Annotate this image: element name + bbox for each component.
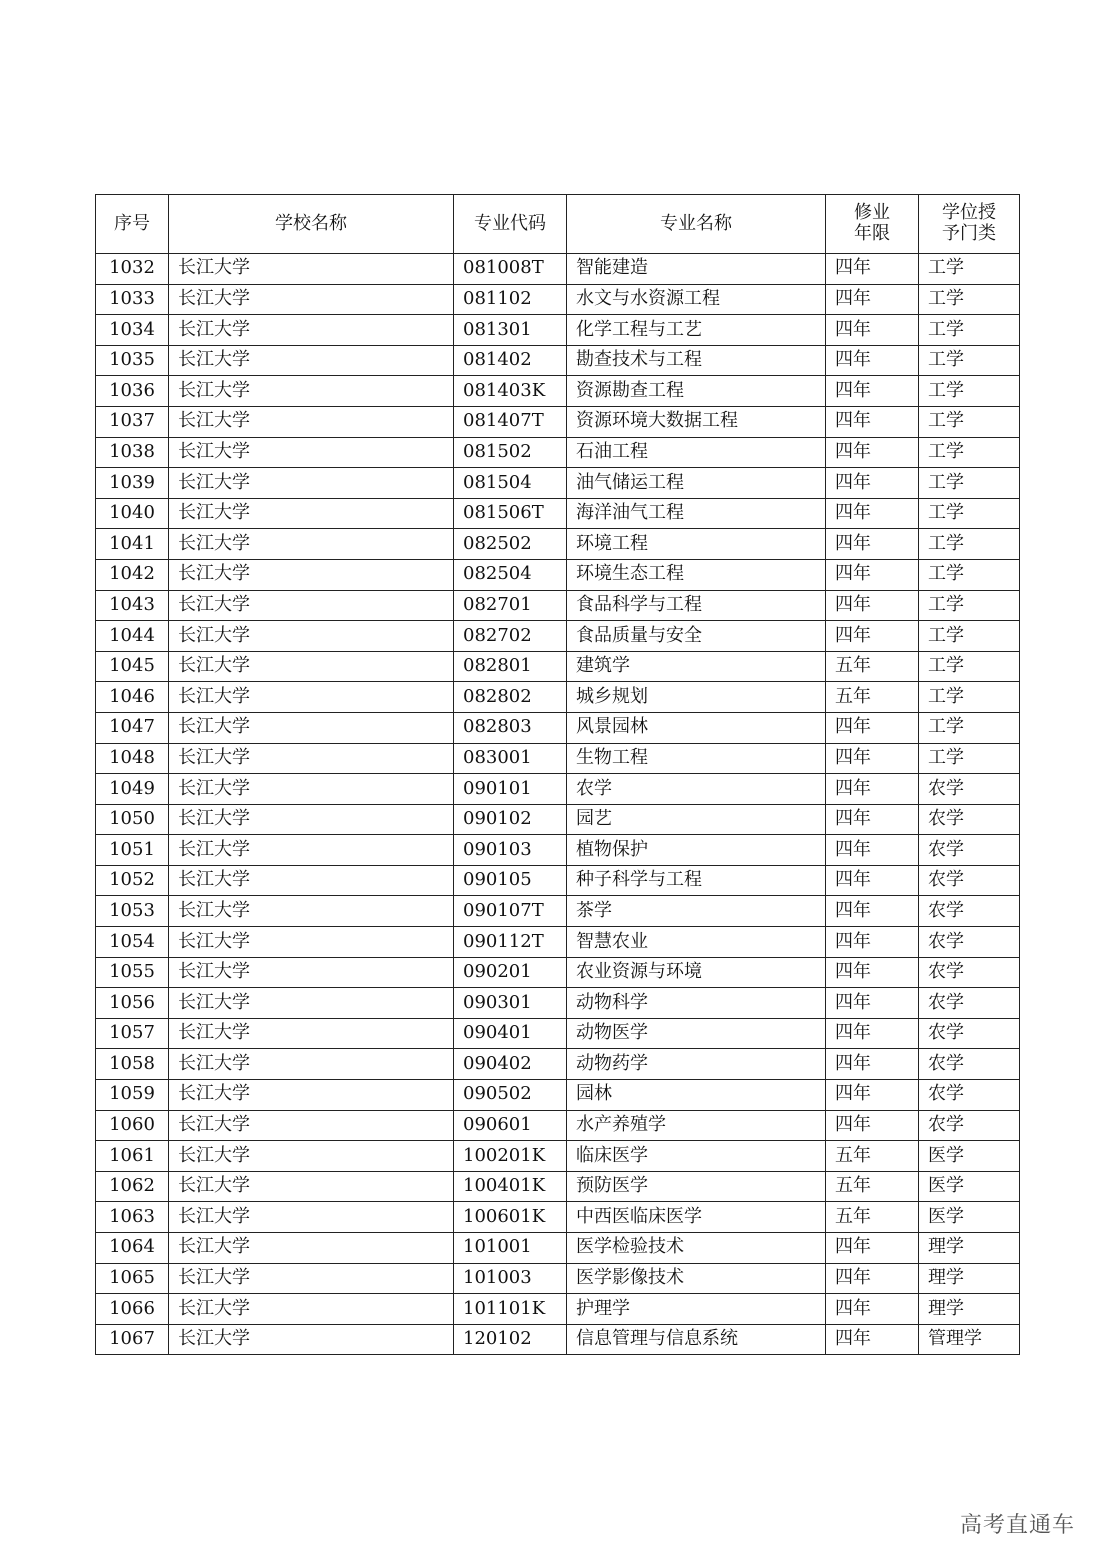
cell-no: 1057: [96, 1018, 169, 1049]
cell-code: 090103: [454, 835, 567, 866]
cell-degree: 农学: [919, 1080, 1020, 1111]
cell-no: 1052: [96, 865, 169, 896]
cell-code: 090601: [454, 1110, 567, 1141]
cell-duration: 五年: [826, 682, 919, 713]
table-row: [96, 468, 1020, 499]
cell-major: 医学影像技术: [567, 1263, 826, 1294]
table-row: [96, 1141, 1020, 1172]
cell-code: 082801: [454, 651, 567, 682]
table-row: [96, 1233, 1020, 1264]
table-row: [96, 406, 1020, 437]
cell-duration: 四年: [826, 437, 919, 468]
cell-code: 081504: [454, 468, 567, 499]
cell-no: 1049: [96, 774, 169, 805]
cell-duration: 四年: [826, 1324, 919, 1355]
cell-code: 082802: [454, 682, 567, 713]
cell-no: 1064: [96, 1233, 169, 1264]
cell-major: 医学检验技术: [567, 1233, 826, 1264]
cell-major: 园林: [567, 1080, 826, 1111]
table-row: [96, 559, 1020, 590]
cell-code: 090101: [454, 774, 567, 805]
cell-no: 1034: [96, 315, 169, 346]
cell-duration: 四年: [826, 621, 919, 652]
cell-no: 1036: [96, 376, 169, 407]
cell-major: 水文与水资源工程: [567, 284, 826, 315]
cell-degree: 农学: [919, 1049, 1020, 1080]
cell-school: 长江大学: [169, 345, 454, 376]
cell-degree: 工学: [919, 529, 1020, 560]
cell-degree: 农学: [919, 835, 1020, 866]
table-row: [96, 590, 1020, 621]
table-row: [96, 865, 1020, 896]
cell-degree: 农学: [919, 927, 1020, 958]
cell-no: 1065: [96, 1263, 169, 1294]
cell-no: 1032: [96, 254, 169, 285]
table-row: [96, 437, 1020, 468]
cell-no: 1061: [96, 1141, 169, 1172]
watermark-text: 高考直通车: [959, 1513, 1075, 1538]
cell-no: 1054: [96, 927, 169, 958]
table-row: [96, 712, 1020, 743]
cell-major: 植物保护: [567, 835, 826, 866]
table-row: [96, 345, 1020, 376]
cell-school: 长江大学: [169, 1018, 454, 1049]
cell-school: 长江大学: [169, 1294, 454, 1325]
header-degree-line2: 予门类: [942, 223, 996, 244]
table-row: [96, 774, 1020, 805]
cell-major: 茶学: [567, 896, 826, 927]
cell-no: 1063: [96, 1202, 169, 1233]
cell-major: 化学工程与工艺: [567, 315, 826, 346]
header-code: 专业代码: [454, 195, 567, 254]
cell-degree: 工学: [919, 621, 1020, 652]
cell-major: 环境工程: [567, 529, 826, 560]
cell-major: 石油工程: [567, 437, 826, 468]
table-row: [96, 1018, 1020, 1049]
cell-no: 1053: [96, 896, 169, 927]
cell-school: 长江大学: [169, 254, 454, 285]
cell-duration: 四年: [826, 712, 919, 743]
cell-major: 信息管理与信息系统: [567, 1324, 826, 1355]
cell-code: 090401: [454, 1018, 567, 1049]
header-major: 专业名称: [567, 195, 826, 254]
cell-major: 临床医学: [567, 1141, 826, 1172]
table-row: [96, 1294, 1020, 1325]
cell-school: 长江大学: [169, 559, 454, 590]
cell-school: 长江大学: [169, 315, 454, 346]
cell-degree: 工学: [919, 651, 1020, 682]
cell-major: 动物医学: [567, 1018, 826, 1049]
cell-school: 长江大学: [169, 498, 454, 529]
cell-school: 长江大学: [169, 1233, 454, 1264]
cell-degree: 医学: [919, 1171, 1020, 1202]
cell-degree: 农学: [919, 865, 1020, 896]
table-row: [96, 1263, 1020, 1294]
cell-duration: 四年: [826, 529, 919, 560]
cell-major: 环境生态工程: [567, 559, 826, 590]
cell-degree: 理学: [919, 1294, 1020, 1325]
cell-degree: 理学: [919, 1233, 1020, 1264]
cell-school: 长江大学: [169, 621, 454, 652]
cell-no: 1044: [96, 621, 169, 652]
cell-degree: 工学: [919, 743, 1020, 774]
cell-no: 1045: [96, 651, 169, 682]
cell-major: 动物科学: [567, 988, 826, 1019]
cell-code: 081402: [454, 345, 567, 376]
cell-duration: 四年: [826, 345, 919, 376]
cell-duration: 四年: [826, 957, 919, 988]
majors-table: [95, 194, 1020, 1355]
cell-degree: 理学: [919, 1263, 1020, 1294]
cell-degree: 工学: [919, 284, 1020, 315]
table-row: [96, 315, 1020, 346]
table-row: [96, 957, 1020, 988]
header-duration: [826, 195, 919, 254]
cell-duration: 四年: [826, 559, 919, 590]
cell-major: 资源勘查工程: [567, 376, 826, 407]
cell-degree: 工学: [919, 590, 1020, 621]
header-degree: [919, 195, 1020, 254]
cell-school: 长江大学: [169, 743, 454, 774]
cell-school: 长江大学: [169, 1080, 454, 1111]
cell-no: 1047: [96, 712, 169, 743]
cell-school: 长江大学: [169, 1171, 454, 1202]
cell-school: 长江大学: [169, 376, 454, 407]
cell-no: 1038: [96, 437, 169, 468]
cell-code: 082701: [454, 590, 567, 621]
cell-school: 长江大学: [169, 284, 454, 315]
cell-major: 风景园林: [567, 712, 826, 743]
cell-major: 食品质量与安全: [567, 621, 826, 652]
cell-degree: 工学: [919, 376, 1020, 407]
cell-duration: 四年: [826, 1080, 919, 1111]
cell-no: 1046: [96, 682, 169, 713]
cell-no: 1042: [96, 559, 169, 590]
table-body: [96, 254, 1020, 1355]
cell-code: 101101K: [454, 1294, 567, 1325]
cell-major: 预防医学: [567, 1171, 826, 1202]
cell-no: 1039: [96, 468, 169, 499]
cell-major: 种子科学与工程: [567, 865, 826, 896]
cell-degree: 农学: [919, 896, 1020, 927]
cell-no: 1035: [96, 345, 169, 376]
cell-code: 120102: [454, 1324, 567, 1355]
table-row: [96, 1049, 1020, 1080]
cell-code: 101001: [454, 1233, 567, 1264]
cell-no: 1050: [96, 804, 169, 835]
cell-code: 090301: [454, 988, 567, 1019]
cell-degree: 农学: [919, 1018, 1020, 1049]
table-row: [96, 1171, 1020, 1202]
cell-no: 1040: [96, 498, 169, 529]
header-duration-line1: 修业: [854, 202, 890, 224]
cell-school: 长江大学: [169, 1202, 454, 1233]
cell-major: 水产养殖学: [567, 1110, 826, 1141]
cell-duration: 四年: [826, 1294, 919, 1325]
cell-school: 长江大学: [169, 468, 454, 499]
cell-duration: 四年: [826, 468, 919, 499]
cell-degree: 管理学: [919, 1324, 1020, 1355]
cell-duration: 四年: [826, 406, 919, 437]
cell-no: 1033: [96, 284, 169, 315]
cell-no: 1056: [96, 988, 169, 1019]
cell-school: 长江大学: [169, 529, 454, 560]
cell-major: 农业资源与环境: [567, 957, 826, 988]
cell-no: 1062: [96, 1171, 169, 1202]
cell-school: 长江大学: [169, 774, 454, 805]
table-row: [96, 254, 1020, 285]
header-degree-line1: 学位授: [942, 202, 996, 224]
table-row: [96, 743, 1020, 774]
cell-degree: 工学: [919, 559, 1020, 590]
cell-degree: 工学: [919, 254, 1020, 285]
cell-school: 长江大学: [169, 1141, 454, 1172]
cell-school: 长江大学: [169, 927, 454, 958]
cell-duration: 四年: [826, 590, 919, 621]
cell-duration: 五年: [826, 1202, 919, 1233]
table-row: [96, 682, 1020, 713]
cell-code: 081407T: [454, 406, 567, 437]
cell-major: 中西医临床医学: [567, 1202, 826, 1233]
cell-school: 长江大学: [169, 988, 454, 1019]
cell-duration: 四年: [826, 743, 919, 774]
cell-degree: 工学: [919, 498, 1020, 529]
cell-school: 长江大学: [169, 712, 454, 743]
cell-code: 090105: [454, 865, 567, 896]
table-row: [96, 804, 1020, 835]
cell-degree: 医学: [919, 1141, 1020, 1172]
cell-major: 食品科学与工程: [567, 590, 826, 621]
cell-degree: 工学: [919, 712, 1020, 743]
cell-major: 油气储运工程: [567, 468, 826, 499]
table-row: [96, 927, 1020, 958]
cell-code: 101003: [454, 1263, 567, 1294]
table-row: [96, 376, 1020, 407]
cell-no: 1058: [96, 1049, 169, 1080]
cell-major: 建筑学: [567, 651, 826, 682]
cell-degree: 农学: [919, 1110, 1020, 1141]
table-row: [96, 1324, 1020, 1355]
cell-major: 智能建造: [567, 254, 826, 285]
cell-duration: 四年: [826, 1263, 919, 1294]
cell-duration: 四年: [826, 1049, 919, 1080]
header-no: 序号: [96, 195, 169, 254]
header-school: 学校名称: [169, 195, 454, 254]
cell-duration: 四年: [826, 927, 919, 958]
cell-duration: 四年: [826, 376, 919, 407]
cell-code: 090112T: [454, 927, 567, 958]
cell-duration: 五年: [826, 1141, 919, 1172]
cell-code: 082504: [454, 559, 567, 590]
cell-no: 1067: [96, 1324, 169, 1355]
cell-code: 083001: [454, 743, 567, 774]
cell-degree: 工学: [919, 345, 1020, 376]
cell-degree: 医学: [919, 1202, 1020, 1233]
cell-code: 081008T: [454, 254, 567, 285]
cell-major: 护理学: [567, 1294, 826, 1325]
cell-school: 长江大学: [169, 590, 454, 621]
cell-code: 081301: [454, 315, 567, 346]
cell-major: 动物药学: [567, 1049, 826, 1080]
cell-duration: 四年: [826, 1018, 919, 1049]
cell-code: 090102: [454, 804, 567, 835]
cell-school: 长江大学: [169, 1324, 454, 1355]
table-row: [96, 1202, 1020, 1233]
cell-duration: 五年: [826, 1171, 919, 1202]
cell-duration: 四年: [826, 835, 919, 866]
cell-major: 智慧农业: [567, 927, 826, 958]
cell-degree: 农学: [919, 988, 1020, 1019]
cell-duration: 四年: [826, 284, 919, 315]
cell-code: 081506T: [454, 498, 567, 529]
cell-duration: 四年: [826, 254, 919, 285]
cell-code: 100601K: [454, 1202, 567, 1233]
cell-duration: 四年: [826, 774, 919, 805]
cell-school: 长江大学: [169, 651, 454, 682]
cell-major: 生物工程: [567, 743, 826, 774]
table-row: [96, 284, 1020, 315]
cell-school: 长江大学: [169, 406, 454, 437]
cell-major: 城乡规划: [567, 682, 826, 713]
cell-code: 090402: [454, 1049, 567, 1080]
cell-degree: 工学: [919, 406, 1020, 437]
cell-duration: 四年: [826, 896, 919, 927]
cell-school: 长江大学: [169, 865, 454, 896]
cell-degree: 农学: [919, 774, 1020, 805]
cell-major: 农学: [567, 774, 826, 805]
cell-code: 082702: [454, 621, 567, 652]
table-header: [96, 195, 1020, 254]
table-row: [96, 1080, 1020, 1111]
cell-major: 园艺: [567, 804, 826, 835]
cell-duration: 四年: [826, 1233, 919, 1264]
cell-no: 1041: [96, 529, 169, 560]
cell-code: 081102: [454, 284, 567, 315]
table-row: [96, 988, 1020, 1019]
cell-degree: 工学: [919, 437, 1020, 468]
cell-no: 1037: [96, 406, 169, 437]
table-row: [96, 835, 1020, 866]
table-row: [96, 1110, 1020, 1141]
cell-duration: 四年: [826, 804, 919, 835]
cell-code: 100201K: [454, 1141, 567, 1172]
cell-degree: 工学: [919, 682, 1020, 713]
cell-code: 100401K: [454, 1171, 567, 1202]
cell-school: 长江大学: [169, 896, 454, 927]
header-duration-line2: 年限: [854, 223, 890, 244]
cell-duration: 五年: [826, 651, 919, 682]
header-row: [96, 195, 1020, 254]
table-row: [96, 529, 1020, 560]
cell-duration: 四年: [826, 315, 919, 346]
cell-major: 海洋油气工程: [567, 498, 826, 529]
cell-school: 长江大学: [169, 804, 454, 835]
cell-school: 长江大学: [169, 1049, 454, 1080]
table-row: [96, 498, 1020, 529]
cell-no: 1059: [96, 1080, 169, 1111]
cell-no: 1051: [96, 835, 169, 866]
cell-duration: 四年: [826, 988, 919, 1019]
cell-code: 090201: [454, 957, 567, 988]
cell-code: 090502: [454, 1080, 567, 1111]
cell-code: 082803: [454, 712, 567, 743]
cell-school: 长江大学: [169, 1263, 454, 1294]
cell-no: 1060: [96, 1110, 169, 1141]
cell-school: 长江大学: [169, 1110, 454, 1141]
cell-duration: 四年: [826, 1110, 919, 1141]
cell-no: 1055: [96, 957, 169, 988]
table-row: [96, 621, 1020, 652]
cell-no: 1066: [96, 1294, 169, 1325]
cell-duration: 四年: [826, 498, 919, 529]
cell-school: 长江大学: [169, 437, 454, 468]
cell-code: 081403K: [454, 376, 567, 407]
cell-degree: 农学: [919, 804, 1020, 835]
cell-no: 1043: [96, 590, 169, 621]
cell-school: 长江大学: [169, 835, 454, 866]
cell-code: 082502: [454, 529, 567, 560]
cell-duration: 四年: [826, 865, 919, 896]
cell-degree: 工学: [919, 468, 1020, 499]
cell-major: 勘查技术与工程: [567, 345, 826, 376]
cell-major: 资源环境大数据工程: [567, 406, 826, 437]
cell-degree: 工学: [919, 315, 1020, 346]
table-row: [96, 651, 1020, 682]
cell-degree: 农学: [919, 957, 1020, 988]
cell-code: 081502: [454, 437, 567, 468]
cell-school: 长江大学: [169, 957, 454, 988]
cell-no: 1048: [96, 743, 169, 774]
cell-school: 长江大学: [169, 682, 454, 713]
table-row: [96, 896, 1020, 927]
cell-code: 090107T: [454, 896, 567, 927]
